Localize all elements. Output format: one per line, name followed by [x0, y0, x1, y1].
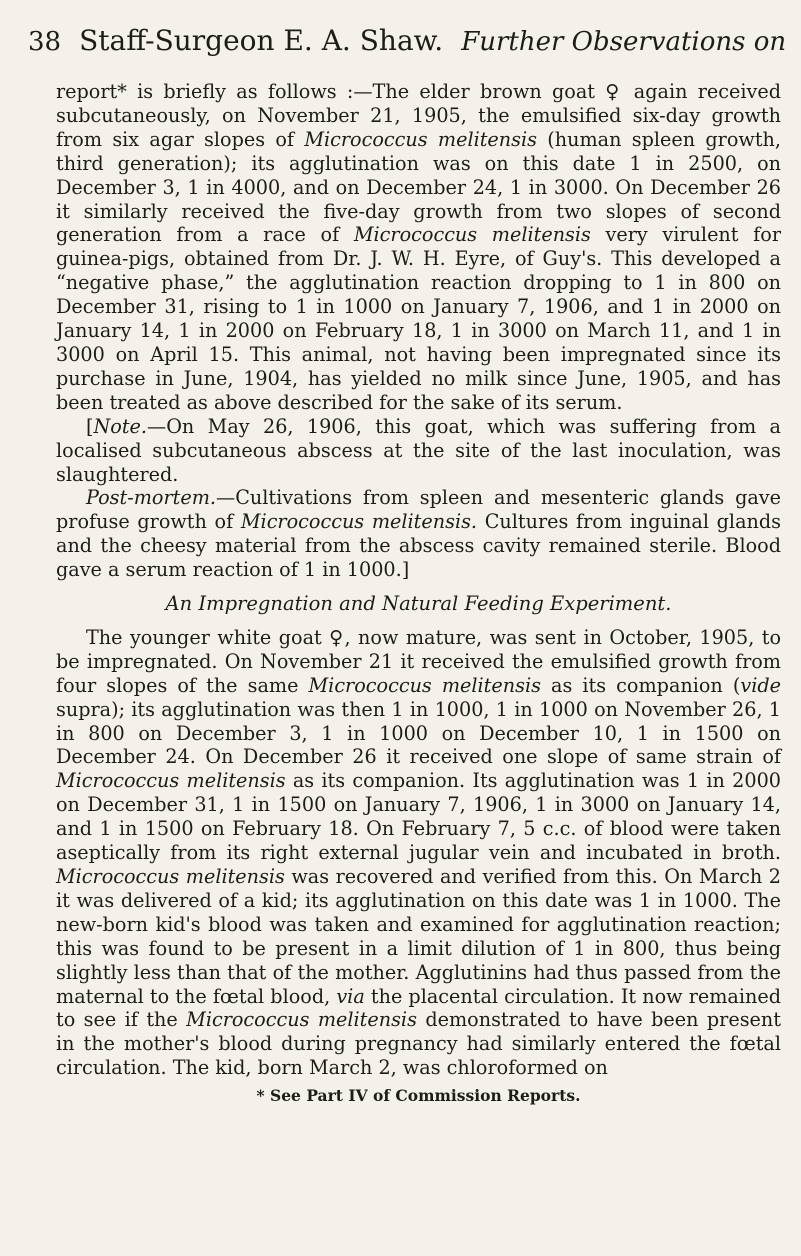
body-text — [56, 80, 781, 1108]
note-label: Note. — [93, 414, 148, 438]
section-heading: An Impregnation and Natural Feeding Experiment. — [165, 592, 672, 616]
species-name: Micrococcus melitensis — [353, 223, 591, 247]
document-page — [28, 24, 787, 1234]
text-run: —On May 26, 1906, this goat, which was suffering from a localised subcutaneous abscess at the site of the last inoculation, was slaughtered. — [56, 414, 781, 486]
author-line: Staff-Surgeon E. A. Shaw. — [79, 24, 444, 57]
text-run: the placental circulation. It now remained to see if the — [56, 984, 781, 1032]
post-mortem-label: Post-mortem. — [86, 486, 217, 510]
species-name: Micrococcus melitensis — [304, 127, 537, 151]
running-title: Further Observations on — [461, 27, 787, 57]
page-number: 38 — [28, 27, 62, 57]
paragraph-report — [56, 80, 781, 415]
text-run: demonstrated to have been present in the mother's blood during pregnancy had similarly entered the fœtal circulation. The kid, born March 2, was chloroformed on — [56, 1008, 781, 1080]
text-run: Cultures from inguinal glands and the cheesy material from the abscess cavity remained sterile. Blood gave a serum reaction of 1 in 1000.] — [56, 510, 781, 582]
latin-term: vide — [740, 673, 781, 697]
text-run: report* is briefly as follows :—The elder brown goat ♀ again received subcutaneously, on November 21, 1905, the emulsified six-day growth from six agar slopes of — [56, 80, 781, 151]
text-run: supra); its agglutination was then 1 in 1000, 1 in 1000 on November 26, 1 in 800 on December 3, 1 in 1000 on December 10, 1 in 1500 on December 24. On December 26 it received one slope of same strain of — [56, 697, 781, 769]
text-run: (human spleen growth, third generation); its agglutination was on this date 1 in 2500, on December 3, 1 in 4000, and on December 24, 1 in 3000. On December 26 it similarly received the five-day growth from two slopes of second generation from a race of — [56, 127, 781, 247]
text-run: was recovered and verified from this. On March 2 it was delivered of a kid; its agglutination on this date was 1 in 1000. The new-born kid's blood was taken and examined for agglutination reaction; this was found to be present in a limit dilution of 1 in 800, thus being slightly less than that of the mother. Agglutinins had thus passed from the maternal to the fœtal blood, — [56, 865, 781, 1008]
text-run: The younger white goat ♀, now mature, was sent in October, 1905, to be impregnated. On November 21 it received the emulsified growth from four slopes of the same — [56, 625, 781, 697]
paragraph-note — [56, 415, 781, 487]
text-run: —Cultivations from spleen and mesenteric glands gave profuse growth of — [56, 486, 781, 534]
species-name: Micrococcus melitensis — [308, 673, 541, 697]
text-run: as its companion ( — [540, 673, 741, 697]
species-name: Micrococcus melitensis. — [240, 510, 478, 534]
footnote: * See Part IV of Commission Reports. — [256, 1086, 581, 1106]
text-run: very virulent for guinea-pigs, obtained from Dr. J. W. H. Eyre, of Guy's. This developed a “negative phase,” the agglutination reaction dropping to 1 in 800 on December 31, rising to 1 in 1000 on January 7, 1906, and 1 in 2000 on January 14, 1 in 2000 on February 18, 1 in 3000 on March 11, and 1 in 3000 on April 15. This animal, not having been impregnated since its purchase in June, 1904, has yielded no milk since June, 1905, and has been treated as above described for the sake of its serum. — [56, 223, 781, 414]
text-run: [ — [86, 414, 94, 438]
paragraph-experiment — [56, 626, 781, 1080]
running-head — [28, 24, 787, 64]
latin-term: via — [336, 984, 365, 1008]
species-name: Micrococcus melitensis — [56, 865, 285, 888]
paragraph-post-mortem — [56, 486, 781, 582]
species-name: Micrococcus melitensis — [56, 769, 286, 793]
text-run: as its companion. Its agglutination was 1 in 2000 on December 31, 1 in 1500 on January 7, 1906, 1 in 3000 on January 14, and 1 in 1500 on February 18. On February 7, 5 c.c. of blood were taken aseptically from its right external jugular vein and incubated in broth. — [56, 769, 781, 865]
species-name: Micrococcus melitensis — [186, 1008, 417, 1032]
